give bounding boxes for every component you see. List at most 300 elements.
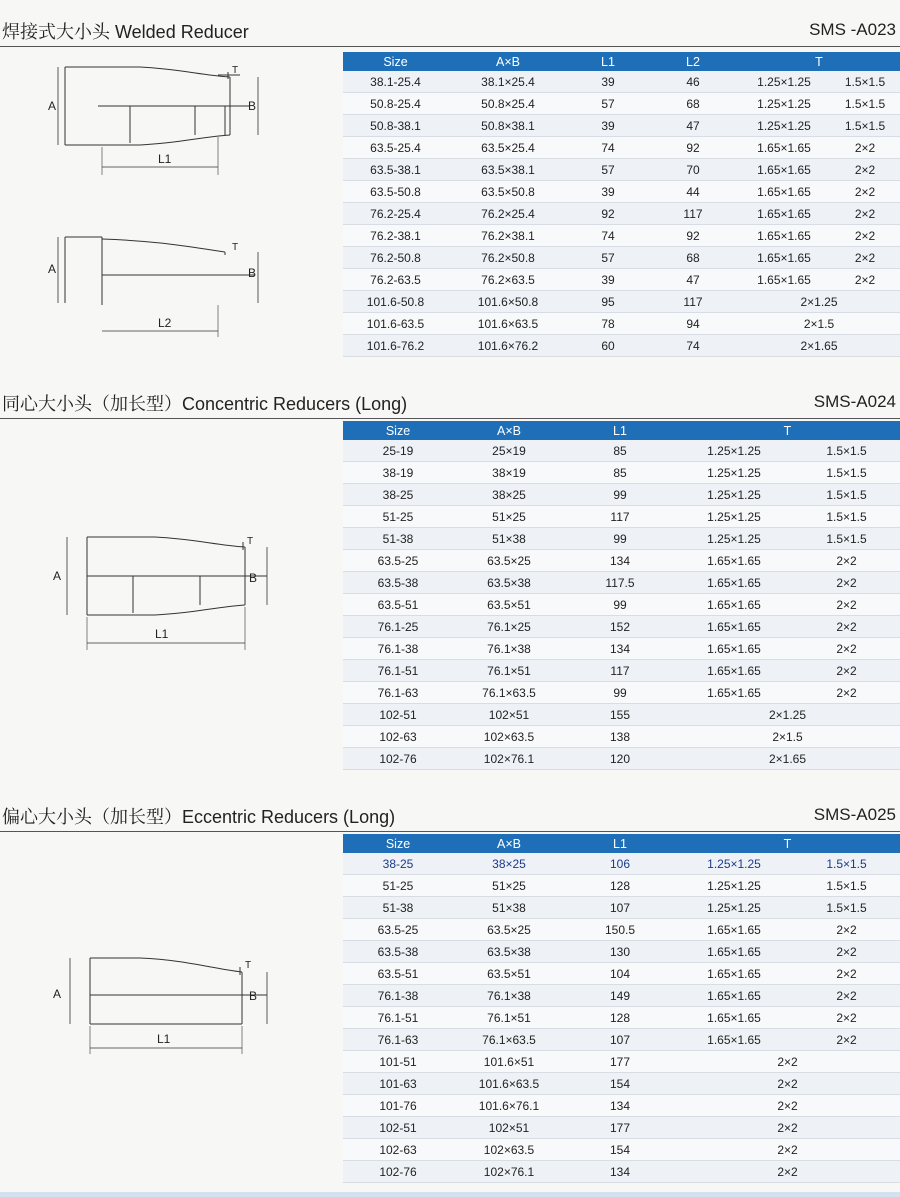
section-title: 偏心大小头（加长型）Eccentric Reducers (Long) [2,807,396,827]
eccentric-reducer-table [343,834,900,1183]
table-cell: 2×1.25 [738,291,900,313]
table-row [343,748,900,770]
section-code: SMS -A023 [809,20,896,39]
table-cell: 51-38 [343,897,453,919]
table-header-row [343,421,900,440]
column-header: Size [343,421,453,440]
table-cell: 51×25 [453,875,565,897]
table-cell: 99 [565,484,675,506]
table-cell: 63.5×51 [453,963,565,985]
table-cell: 117.5 [565,572,675,594]
section-title: 同心大小头（加长型）Concentric Reducers (Long) [2,394,408,414]
table-cell: 63.5×38 [453,572,565,594]
table-cell: 63.5×25 [453,919,565,941]
dimension-l1-label: L1 [158,152,172,166]
footer-band [0,1192,900,1197]
table-cell: 1.25×1.25 [675,875,793,897]
table-cell: 94 [648,313,738,335]
table-cell: 1.5×1.5 [793,853,900,875]
table-cell: 130 [565,941,675,963]
table-row [343,203,900,225]
table-row [343,159,900,181]
table-cell: 134 [565,638,675,660]
table-cell: 1.5×1.5 [830,93,900,115]
table-cell: 2×2 [675,1095,900,1117]
table-cell: 2×2 [793,638,900,660]
table-row [343,462,900,484]
table-cell: 63.5-25 [343,550,453,572]
table-cell: 1.65×1.65 [675,919,793,941]
table-cell: 50.8×38.1 [448,115,568,137]
table-cell: 76.1-63 [343,1029,453,1051]
table-cell: 102-51 [343,1117,453,1139]
dimension-b-label: B [249,989,258,1003]
table-row [343,616,900,638]
table-cell: 117 [565,660,675,682]
table-cell: 2×2 [793,616,900,638]
table-cell: 101-63 [343,1073,453,1095]
eccentric-reducer-diagram [45,948,275,1058]
table-cell: 76.2×38.1 [448,225,568,247]
table-cell: 25-19 [343,440,453,462]
table-cell: 76.1-63 [343,682,453,704]
table-cell: 2×2 [830,203,900,225]
table-cell: 1.65×1.65 [675,963,793,985]
table-row [343,875,900,897]
table-cell: 2×2 [793,594,900,616]
table-cell: 76.1-51 [343,660,453,682]
table-cell: 1.25×1.25 [675,506,793,528]
table-cell: 2×1.65 [738,335,900,357]
table-cell: 177 [565,1117,675,1139]
column-header: L1 [568,52,648,71]
table-row [343,682,900,704]
table-cell: 150.5 [565,919,675,941]
column-header: A×B [448,52,568,71]
table-cell: 51-25 [343,875,453,897]
table-row [343,1007,900,1029]
table-cell: 63.5-25 [343,919,453,941]
table-row [343,853,900,875]
column-header: L1 [565,834,675,853]
table-cell: 2×2 [830,181,900,203]
table-cell: 117 [648,203,738,225]
table-body [343,71,900,357]
table-cell: 2×2 [793,682,900,704]
table-cell: 101.6×63.5 [448,313,568,335]
table-cell: 177 [565,1051,675,1073]
dimension-a-label: A [53,569,62,583]
welded-reducer-diagram [40,55,280,345]
table-cell: 1.25×1.25 [675,484,793,506]
table-cell: 76.2-63.5 [343,269,448,291]
table-cell: 1.65×1.65 [675,1029,793,1051]
table-row [343,313,900,335]
table-row [343,704,900,726]
table-cell: 39 [568,269,648,291]
table-row [343,484,900,506]
table-row [343,137,900,159]
table-cell: 50.8-38.1 [343,115,448,137]
table-cell: 76.2×25.4 [448,203,568,225]
column-header: T [675,421,900,440]
dimension-l1-label: L1 [157,1032,171,1046]
table-cell: 63.5×38 [453,941,565,963]
column-header: Size [343,834,453,853]
table-cell: 101-51 [343,1051,453,1073]
table-row [343,963,900,985]
table-cell: 63.5-51 [343,594,453,616]
table-cell: 76.1×63.5 [453,1029,565,1051]
table-row [343,594,900,616]
table-cell: 102-51 [343,704,453,726]
table-cell: 47 [648,269,738,291]
table-cell: 1.25×1.25 [738,115,830,137]
table-cell: 1.5×1.5 [793,506,900,528]
table-cell: 2×2 [793,985,900,1007]
table-cell: 2×2 [793,550,900,572]
table-row [343,1161,900,1183]
table-cell: 44 [648,181,738,203]
dimension-b-label: B [248,266,257,280]
table-cell: 74 [648,335,738,357]
section-welded-header [0,14,900,46]
table-row [343,247,900,269]
table-cell: 101.6×76.2 [448,335,568,357]
table-cell: 107 [565,897,675,919]
table-cell: 63.5×51 [453,594,565,616]
table-cell: 1.25×1.25 [675,462,793,484]
table-cell: 92 [568,203,648,225]
section-divider [0,418,900,419]
table-cell: 51-25 [343,506,453,528]
dimension-l1-label: L1 [155,627,169,641]
table-cell: 76.1-38 [343,985,453,1007]
table-cell: 1.65×1.65 [675,682,793,704]
table-cell: 102×76.1 [453,748,565,770]
table-cell: 134 [565,550,675,572]
section-code: SMS-A025 [813,805,896,824]
table-cell: 63.5-38 [343,941,453,963]
table-cell: 2×2 [675,1139,900,1161]
table-cell: 1.25×1.25 [675,853,793,875]
table-cell: 51-38 [343,528,453,550]
table-cell: 1.65×1.65 [738,159,830,181]
table-cell: 1.5×1.5 [793,528,900,550]
table-cell: 155 [565,704,675,726]
table-row [343,1051,900,1073]
table-cell: 1.65×1.65 [675,572,793,594]
table-cell: 152 [565,616,675,638]
table-cell: 101-76 [343,1095,453,1117]
table-cell: 76.1×51 [453,1007,565,1029]
table-row [343,440,900,462]
table-cell: 57 [568,247,648,269]
table-cell: 38.1-25.4 [343,71,448,93]
table-cell: 63.5×25 [453,550,565,572]
table-cell: 102×51 [453,704,565,726]
table-cell: 2×2 [830,159,900,181]
table-cell: 101.6-76.2 [343,335,448,357]
table-header-row [343,834,900,853]
table-cell: 102×76.1 [453,1161,565,1183]
dimension-a-label: A [48,99,57,113]
table-cell: 1.25×1.25 [738,93,830,115]
table-cell: 101.6-50.8 [343,291,448,313]
table-cell: 117 [648,291,738,313]
table-cell: 68 [648,247,738,269]
column-header: A×B [453,834,565,853]
table-cell: 39 [568,115,648,137]
table-cell: 101.6×63.5 [453,1073,565,1095]
table-row [343,225,900,247]
dimension-a-label: A [53,987,62,1001]
table-cell: 2×1.65 [675,748,900,770]
table-cell: 70 [648,159,738,181]
table-cell: 102-76 [343,1161,453,1183]
table-row [343,506,900,528]
table-cell: 107 [565,1029,675,1051]
table-row [343,93,900,115]
table-cell: 2×1.5 [675,726,900,748]
table-cell: 74 [568,137,648,159]
table-row [343,115,900,137]
table-cell: 102×51 [453,1117,565,1139]
table-cell: 76.2-38.1 [343,225,448,247]
table-cell: 1.65×1.65 [675,550,793,572]
table-cell: 92 [648,225,738,247]
table-row [343,919,900,941]
dimension-b-label: B [248,99,257,113]
table-cell: 1.65×1.65 [675,985,793,1007]
section-concentric-header [0,386,900,418]
table-cell: 2×2 [793,572,900,594]
table-cell: 76.1×51 [453,660,565,682]
table-body [343,440,900,770]
table-row [343,1095,900,1117]
table-header-row [343,52,900,71]
table-cell: 2×1.25 [675,704,900,726]
table-cell: 2×2 [675,1073,900,1095]
table-cell: 138 [565,726,675,748]
table-cell: 38×25 [453,484,565,506]
table-cell: 102-63 [343,726,453,748]
table-body [343,853,900,1183]
dimension-a-label: A [48,262,57,276]
table-cell: 154 [565,1139,675,1161]
table-cell: 78 [568,313,648,335]
table-cell: 154 [565,1073,675,1095]
table-cell: 2×2 [830,269,900,291]
table-cell: 134 [565,1161,675,1183]
table-cell: 2×2 [793,963,900,985]
table-cell: 2×2 [793,1029,900,1051]
table-cell: 1.65×1.65 [675,616,793,638]
table-cell: 1.65×1.65 [738,269,830,291]
table-row [343,291,900,313]
table-row [343,1117,900,1139]
table-cell: 1.25×1.25 [675,528,793,550]
table-cell: 85 [565,440,675,462]
table-cell: 38-25 [343,484,453,506]
table-cell: 39 [568,181,648,203]
section-divider [0,46,900,47]
table-cell: 1.65×1.65 [675,594,793,616]
table-cell: 63.5-50.8 [343,181,448,203]
table-cell: 60 [568,335,648,357]
column-header: T [675,834,900,853]
table-cell: 149 [565,985,675,1007]
dimension-b-label: B [249,571,258,585]
table-cell: 51×25 [453,506,565,528]
table-cell: 63.5-25.4 [343,137,448,159]
table-cell: 2×2 [830,225,900,247]
table-cell: 1.5×1.5 [793,897,900,919]
table-cell: 76.1-51 [343,1007,453,1029]
table-cell: 1.65×1.65 [675,660,793,682]
table-cell: 92 [648,137,738,159]
table-cell: 38×25 [453,853,565,875]
table-cell: 57 [568,93,648,115]
table-cell: 51×38 [453,528,565,550]
column-header: A×B [453,421,565,440]
table-cell: 85 [565,462,675,484]
table-row [343,550,900,572]
table-cell: 95 [568,291,648,313]
section-title: 焊接式大小头 Welded Reducer [2,22,249,42]
concentric-reducer-diagram [45,525,275,655]
table-cell: 76.2×63.5 [448,269,568,291]
table-cell: 1.65×1.65 [675,638,793,660]
table-cell: 99 [565,682,675,704]
table-row [343,660,900,682]
table-cell: 76.1-25 [343,616,453,638]
table-row [343,985,900,1007]
table-cell: 102×63.5 [453,1139,565,1161]
table-cell: 1.65×1.65 [738,247,830,269]
table-cell: 1.5×1.5 [830,115,900,137]
table-cell: 104 [565,963,675,985]
table-cell: 1.5×1.5 [830,71,900,93]
table-row [343,71,900,93]
table-cell: 120 [565,748,675,770]
table-row [343,572,900,594]
table-cell: 2×2 [675,1161,900,1183]
table-cell: 99 [565,528,675,550]
dimension-t-label: T [232,65,239,76]
table-cell: 39 [568,71,648,93]
table-cell: 2×2 [830,247,900,269]
table-cell: 63.5×50.8 [448,181,568,203]
table-cell: 38-25 [343,853,453,875]
table-row [343,1139,900,1161]
table-cell: 128 [565,1007,675,1029]
column-header: L2 [648,52,738,71]
table-cell: 1.65×1.65 [738,181,830,203]
table-cell: 76.2-25.4 [343,203,448,225]
table-cell: 68 [648,93,738,115]
table-cell: 1.5×1.5 [793,484,900,506]
table-row [343,1073,900,1095]
table-cell: 57 [568,159,648,181]
table-cell: 51×38 [453,897,565,919]
dimension-t-label: T [247,536,254,547]
table-row [343,638,900,660]
table-cell: 102-63 [343,1139,453,1161]
table-cell: 76.2×50.8 [448,247,568,269]
table-cell: 38.1×25.4 [448,71,568,93]
table-cell: 2×2 [793,660,900,682]
table-cell: 76.1-38 [343,638,453,660]
table-cell: 63.5×38.1 [448,159,568,181]
table-cell: 1.5×1.5 [793,462,900,484]
table-cell: 99 [565,594,675,616]
table-cell: 76.1×63.5 [453,682,565,704]
dimension-l2-label: L2 [158,316,172,330]
table-row [343,726,900,748]
table-cell: 101.6×50.8 [448,291,568,313]
table-cell: 76.2-50.8 [343,247,448,269]
table-cell: 106 [565,853,675,875]
table-cell: 50.8×25.4 [448,93,568,115]
table-cell: 38-19 [343,462,453,484]
table-row [343,941,900,963]
concentric-reducer-table [343,421,900,770]
table-cell: 63.5-51 [343,963,453,985]
table-cell: 1.65×1.65 [738,203,830,225]
table-cell: 2×2 [675,1117,900,1139]
table-cell: 25×19 [453,440,565,462]
table-cell: 63.5×25.4 [448,137,568,159]
table-cell: 117 [565,506,675,528]
column-header: T [738,52,900,71]
table-cell: 1.65×1.65 [738,225,830,247]
table-cell: 76.1×25 [453,616,565,638]
table-row [343,269,900,291]
table-cell: 101.6-63.5 [343,313,448,335]
table-cell: 1.5×1.5 [793,875,900,897]
table-cell: 1.25×1.25 [675,440,793,462]
table-cell: 50.8-25.4 [343,93,448,115]
section-eccentric-header [0,799,900,831]
table-cell: 1.25×1.25 [675,897,793,919]
table-cell: 2×2 [675,1051,900,1073]
table-cell: 1.25×1.25 [738,71,830,93]
table-row [343,1029,900,1051]
table-cell: 102×63.5 [453,726,565,748]
table-cell: 101.6×51 [453,1051,565,1073]
table-row [343,335,900,357]
table-cell: 2×2 [830,137,900,159]
table-cell: 2×1.5 [738,313,900,335]
table-cell: 128 [565,875,675,897]
table-cell: 2×2 [793,941,900,963]
table-cell: 1.65×1.65 [738,137,830,159]
section-code: SMS-A024 [813,392,896,411]
dimension-t-label: T [245,960,252,971]
table-cell: 74 [568,225,648,247]
table-cell: 76.1×38 [453,985,565,1007]
table-cell: 47 [648,115,738,137]
section-divider [0,831,900,832]
dimension-t-label: T [232,242,239,253]
column-header: L1 [565,421,675,440]
table-cell: 134 [565,1095,675,1117]
table-row [343,528,900,550]
table-cell: 1.65×1.65 [675,941,793,963]
welded-reducer-table [343,52,900,357]
table-row [343,897,900,919]
